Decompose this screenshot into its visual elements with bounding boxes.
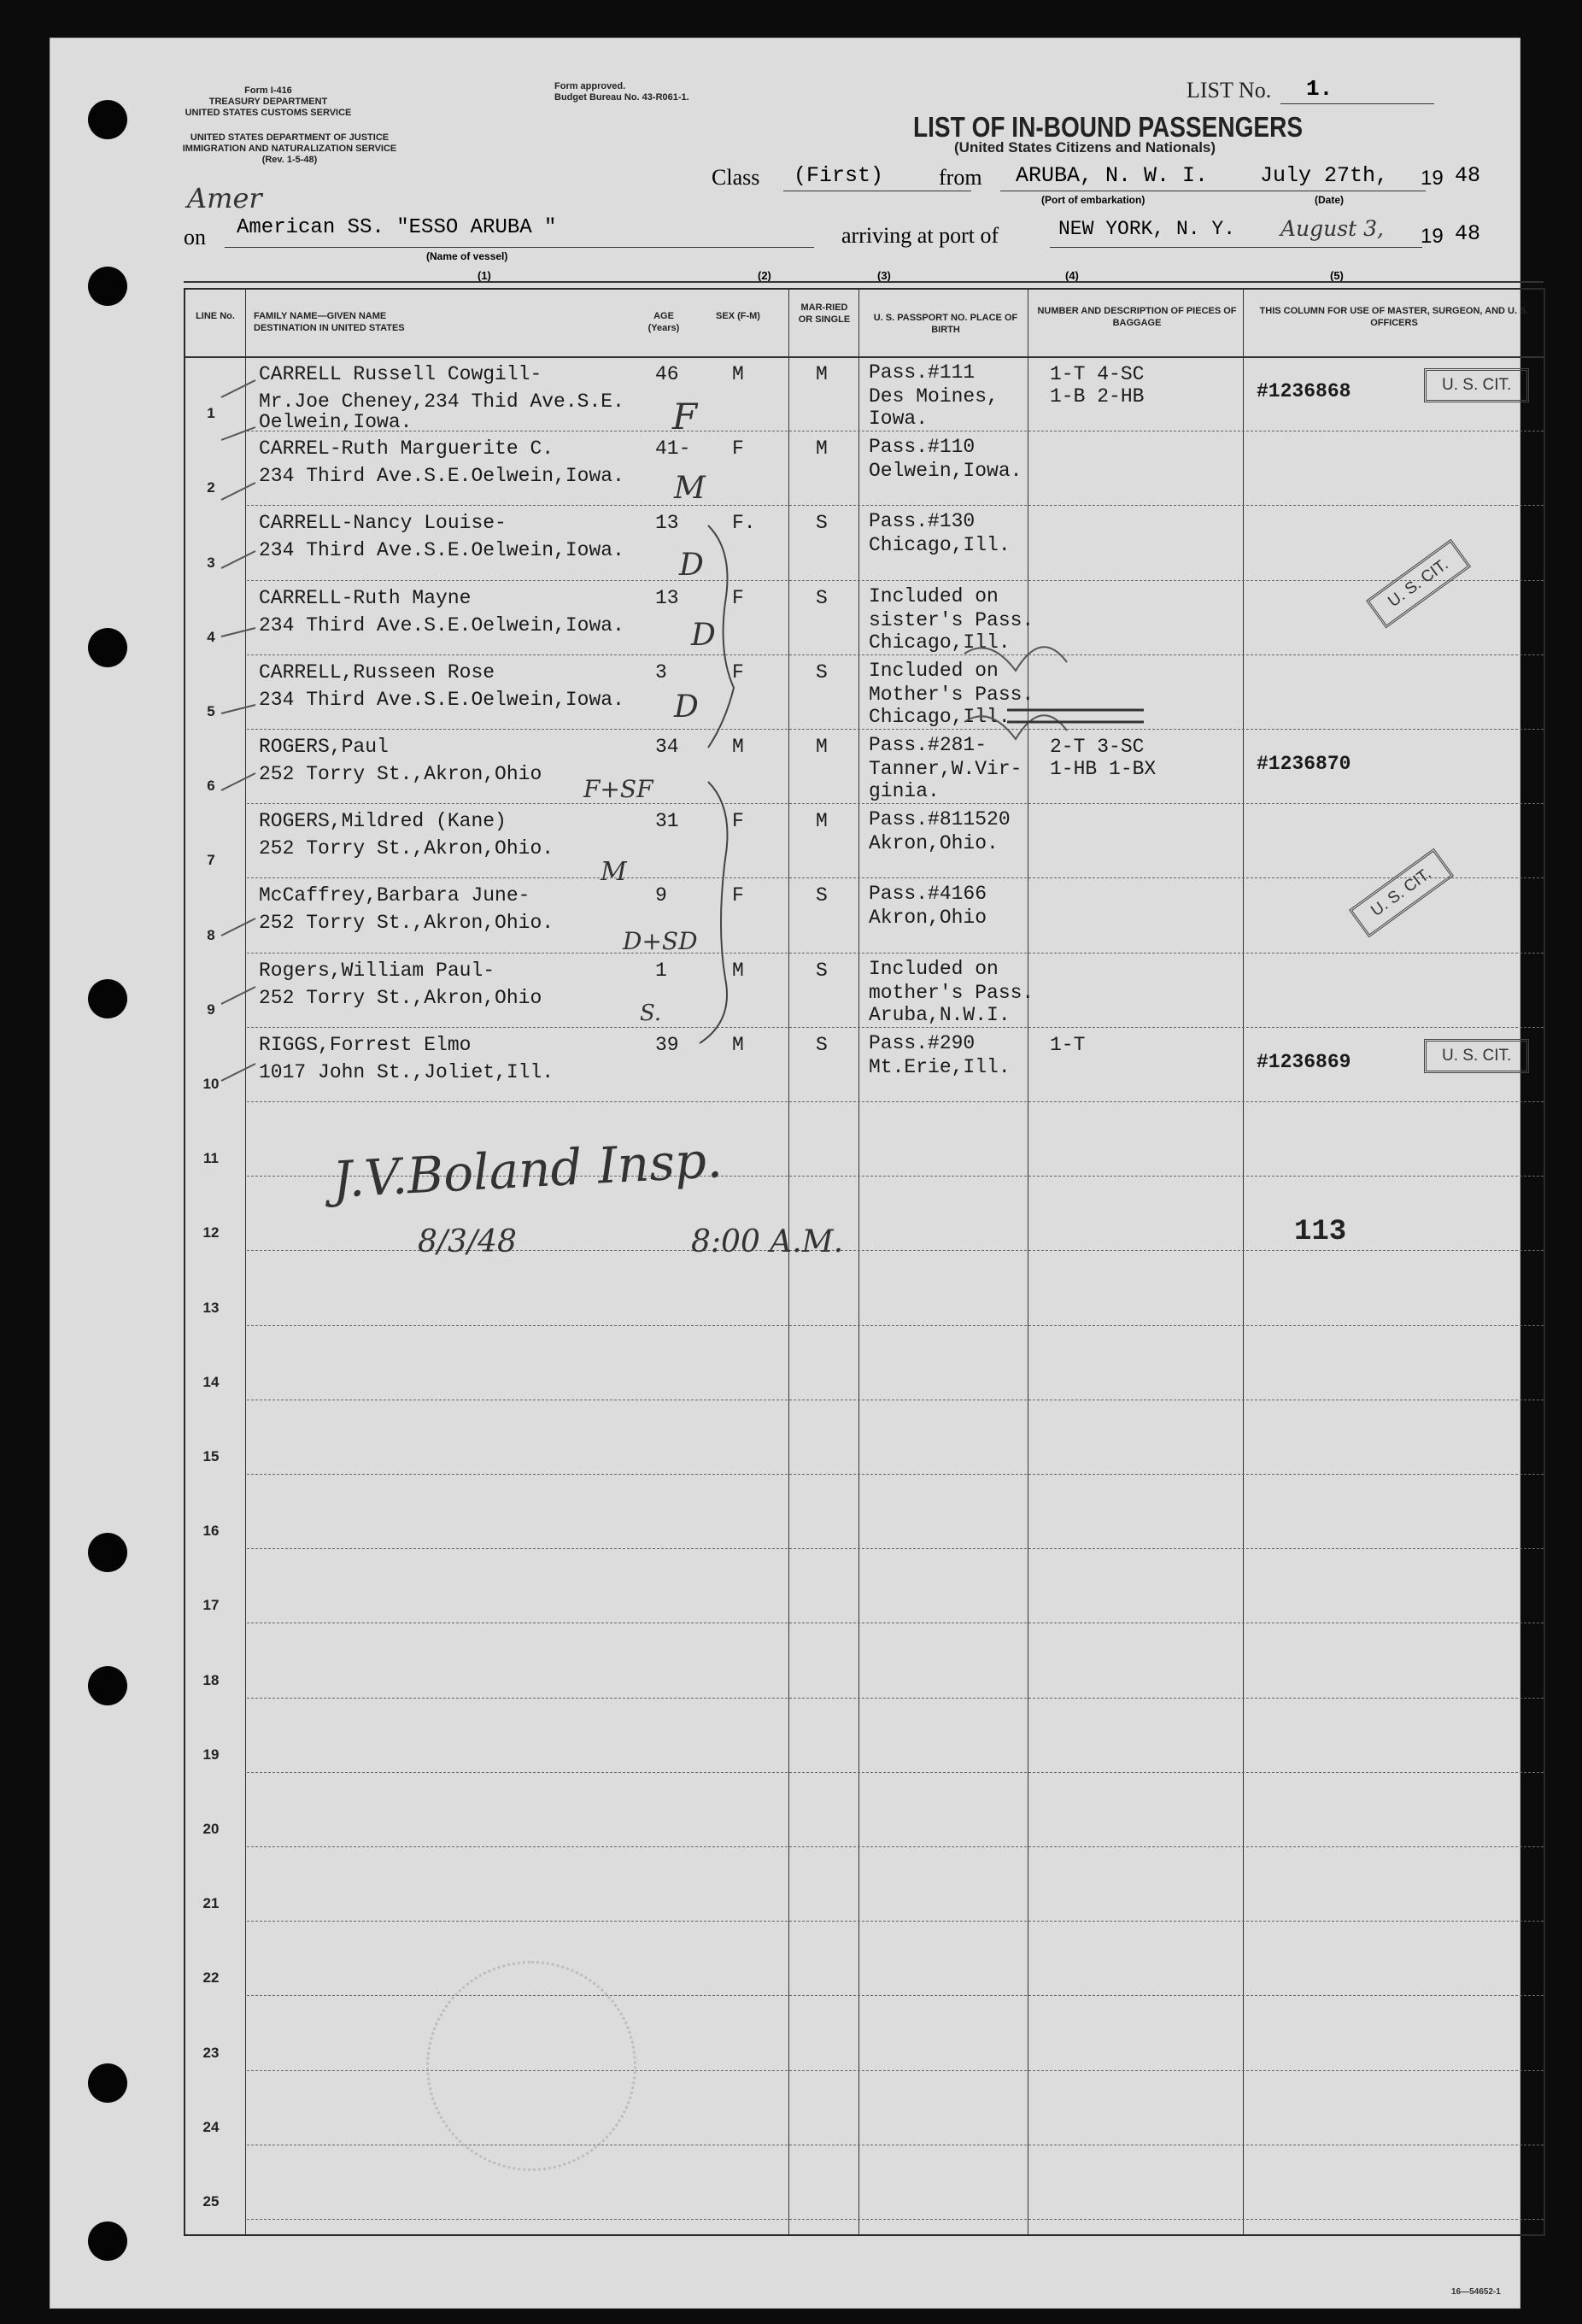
place-of-birth: Tanner,W.Vir- bbox=[869, 758, 1022, 780]
passenger-name: ROGERS,Mildred (Kane) bbox=[259, 810, 507, 833]
passport-number: Included on bbox=[869, 659, 999, 682]
passenger-sex: F. bbox=[732, 512, 756, 535]
passenger-destination: 234 Third Ave.S.E.Oelwein,Iowa. bbox=[259, 613, 624, 637]
passenger-sex: F bbox=[732, 884, 744, 907]
customs-label: UNITED STATES CUSTOMS SERVICE bbox=[185, 108, 352, 118]
passenger-name: McCaffrey,Barbara June- bbox=[259, 884, 530, 907]
signature-date: 8/3/48 bbox=[418, 1224, 517, 1259]
year-1: 48 bbox=[1455, 163, 1481, 188]
year-2: 48 bbox=[1455, 221, 1481, 246]
line-number: 20 bbox=[202, 1821, 220, 1837]
place-of-birth-cont: Chicago,Ill. bbox=[869, 705, 1011, 728]
col-head-name: FAMILY NAME—GIVEN NAME bbox=[254, 311, 387, 321]
binder-hole bbox=[88, 267, 127, 306]
line-number: 23 bbox=[202, 2044, 220, 2061]
passenger-marital-status: M bbox=[816, 736, 828, 758]
passenger-destination: Mr.Joe Cheney,234 Thid Ave.S.E. bbox=[259, 390, 624, 413]
ins-label: IMMIGRATION AND NATURALIZATION SERVICE bbox=[182, 144, 397, 154]
passenger-marital-status: S bbox=[816, 512, 828, 535]
passenger-destination: 234 Third Ave.S.E.Oelwein,Iowa. bbox=[259, 539, 624, 562]
signature-time: 8:00 A.M. bbox=[691, 1224, 844, 1259]
passenger-name: CARRELL-Ruth Mayne bbox=[259, 586, 472, 609]
line-number: 4 bbox=[207, 628, 215, 645]
passport-number: Pass.#281- bbox=[869, 734, 987, 756]
page-subtitle: (United States Citizens and Nationals) bbox=[954, 139, 1216, 156]
treasury-label: TREASURY DEPARTMENT bbox=[208, 97, 328, 107]
passenger-marital-status: S bbox=[816, 586, 828, 609]
line-number: 19 bbox=[202, 1746, 220, 1763]
passenger-age: 41- bbox=[655, 437, 691, 461]
passenger-sex: M bbox=[732, 736, 744, 758]
line-number: 5 bbox=[207, 703, 215, 719]
passenger-destination: 1017 John St.,Joliet,Ill. bbox=[259, 1060, 554, 1083]
passenger-destination: 234 Third Ave.S.E.Oelwein,Iowa. bbox=[259, 688, 624, 711]
line-number: 13 bbox=[202, 1299, 220, 1316]
passenger-destination: 234 Third Ave.S.E.Oelwein,Iowa. bbox=[259, 465, 624, 488]
passport-number: Pass.#110 bbox=[869, 436, 976, 459]
passenger-destination: 252 Torry St.,Akron,Ohio. bbox=[259, 912, 554, 935]
page-title: LIST OF IN-BOUND PASSENGERS bbox=[913, 111, 1304, 143]
passenger-name: ROGERS,Paul bbox=[259, 736, 389, 758]
class-value: (First) bbox=[794, 163, 884, 188]
col-head-marital: MAR-RIED OR SINGLE bbox=[798, 302, 851, 325]
arrival-date-handwritten: August 3, bbox=[1280, 216, 1384, 241]
handwriting-strokes bbox=[50, 38, 1520, 2308]
passenger-name: CARRELL-Nancy Louise- bbox=[259, 512, 507, 535]
place-of-birth: sister's Pass. bbox=[869, 608, 1034, 631]
passport-number: Pass.#290 bbox=[869, 1031, 976, 1054]
place-of-birth: Mother's Pass. bbox=[869, 683, 1034, 706]
print-code: 16—54652-1 bbox=[1451, 2287, 1501, 2297]
passenger-name: CARRELL Russell Cowgill- bbox=[259, 363, 542, 385]
form-number: Form I-416 bbox=[244, 85, 292, 96]
hand-rel-1: F bbox=[672, 396, 698, 437]
vessel-value: American SS. "ESSO ARUBA " bbox=[237, 216, 557, 239]
line-number: 7 bbox=[207, 852, 215, 869]
faded-seal bbox=[426, 1961, 636, 2171]
binder-hole bbox=[88, 100, 127, 139]
line-number: 12 bbox=[202, 1224, 220, 1241]
passport-number: Pass.#811520 bbox=[869, 808, 1011, 831]
list-no-label: LIST No. bbox=[1186, 78, 1272, 103]
passenger-destination-cont: Oelwein,Iowa. bbox=[259, 411, 413, 433]
line-number: 25 bbox=[202, 2193, 220, 2210]
passenger-age: 34 bbox=[655, 736, 679, 758]
passenger-age: 3 bbox=[655, 660, 667, 684]
line-number: 24 bbox=[202, 2118, 220, 2135]
passenger-sex: F bbox=[732, 437, 744, 461]
baggage-line-2: 1-HB 1-BX bbox=[1050, 758, 1157, 780]
col-head-baggage: NUMBER AND DESCRIPTION OF PIECES OF BAGGAGE bbox=[1037, 306, 1237, 328]
justice-label: UNITED STATES DEPARTMENT OF JUSTICE bbox=[190, 132, 390, 143]
passenger-sex: F bbox=[732, 810, 744, 833]
passenger-name: RIGGS,Forrest Elmo bbox=[259, 1033, 472, 1056]
col-head-age: AGE (Years) bbox=[647, 311, 680, 333]
line-number: 1 bbox=[207, 405, 215, 422]
binder-hole bbox=[88, 1533, 127, 1572]
line-number: 18 bbox=[202, 1671, 220, 1688]
hand-rel-3: D bbox=[679, 548, 704, 583]
binder-hole bbox=[88, 979, 127, 1018]
col-head-line-no: LINE No. bbox=[196, 311, 235, 321]
place-of-birth: Chicago,Ill. bbox=[869, 534, 1011, 557]
line-number: 14 bbox=[202, 1373, 220, 1390]
binder-hole bbox=[88, 628, 127, 667]
passenger-name: CARRELL,Russeen Rose bbox=[259, 660, 495, 684]
passenger-destination: 252 Torry St.,Akron,Ohio. bbox=[259, 837, 554, 860]
passenger-age: 9 bbox=[655, 884, 667, 907]
col-number-3: (3) bbox=[877, 269, 891, 282]
line-number: 11 bbox=[203, 1150, 219, 1167]
passenger-sex: M bbox=[732, 1033, 744, 1056]
form-approved-text: Form approved. bbox=[554, 81, 626, 91]
arrival-port-value: NEW YORK, N. Y. bbox=[1058, 218, 1236, 240]
class-label: Class bbox=[712, 165, 760, 190]
col-number-4: (4) bbox=[1065, 269, 1079, 282]
place-of-birth: Oelwein,Iowa. bbox=[869, 460, 1022, 483]
binder-hole bbox=[88, 2221, 127, 2261]
line-number: 16 bbox=[202, 1523, 220, 1540]
passport-number: Pass.#4166 bbox=[869, 883, 987, 906]
passenger-sex: M bbox=[732, 363, 744, 385]
place-of-birth-cont: Chicago,Ill. bbox=[869, 631, 1011, 654]
handwritten-amer: Amer bbox=[187, 182, 262, 214]
col-head-officers: THIS COLUMN FOR USE OF MASTER, SURGEON, AND U. S. OFFICERS bbox=[1259, 306, 1529, 328]
col-head-passport: U. S. PASSPORT NO. PLACE OF BIRTH bbox=[873, 313, 1018, 335]
place-of-birth-cont: ginia. bbox=[869, 780, 940, 802]
passenger-sex: F bbox=[732, 586, 744, 609]
line-number: 10 bbox=[202, 1076, 220, 1092]
passport-number: Included on bbox=[869, 584, 999, 607]
baggage-line-1: 1-T 4-SC bbox=[1050, 363, 1145, 385]
hand-rel-5: D bbox=[674, 690, 699, 725]
from-label: from bbox=[939, 165, 982, 190]
officer-ticket-number: #1236868 bbox=[1257, 380, 1351, 402]
place-of-birth-cont: Aruba,N.W.I. bbox=[869, 1003, 1011, 1026]
place-of-birth: Akron,Ohio bbox=[869, 907, 987, 930]
line-number: 8 bbox=[207, 926, 215, 943]
passenger-age: 13 bbox=[655, 586, 679, 609]
us-cit-stamp: U. S. CIT. bbox=[1424, 368, 1529, 402]
binder-hole bbox=[88, 2063, 127, 2103]
officer-ticket-number: #1236869 bbox=[1257, 1050, 1351, 1073]
place-of-birth: mother's Pass. bbox=[869, 981, 1034, 1004]
passenger-marital-status: M bbox=[816, 437, 828, 461]
date-value: July 27th, bbox=[1260, 163, 1389, 188]
side-stamp-us-cit-2: U. S. CIT. bbox=[1349, 848, 1454, 938]
list-no-value: 1. bbox=[1306, 76, 1333, 102]
passenger-name: Rogers,William Paul- bbox=[259, 959, 495, 982]
us-cit-stamp: U. S. CIT. bbox=[1424, 1039, 1529, 1073]
passenger-sex: F bbox=[732, 660, 744, 684]
passenger-age: 1 bbox=[655, 959, 667, 982]
passenger-destination: 252 Torry St.,Akron,Ohio bbox=[259, 763, 542, 785]
line-number: 3 bbox=[207, 554, 215, 571]
passenger-marital-status: M bbox=[816, 810, 828, 833]
passenger-marital-status: M bbox=[816, 363, 828, 385]
passenger-marital-status: S bbox=[816, 884, 828, 907]
baggage-line-1: 1-T bbox=[1050, 1033, 1086, 1056]
on-label: on bbox=[184, 225, 206, 249]
passenger-sex: M bbox=[732, 959, 744, 982]
passenger-age: 39 bbox=[655, 1033, 679, 1056]
line-number: 9 bbox=[207, 1001, 215, 1018]
hand-rel-4: D bbox=[691, 618, 716, 653]
hand-rel-2: M bbox=[674, 471, 706, 506]
line-number: 15 bbox=[202, 1448, 220, 1464]
passport-number: Pass.#130 bbox=[869, 510, 976, 533]
vessel-caption: (Name of vessel) bbox=[426, 250, 508, 262]
inspector-signature: J.V.Boland Insp. bbox=[331, 1130, 724, 1209]
place-of-birth: Des Moines, bbox=[869, 385, 999, 408]
passenger-age: 46 bbox=[655, 363, 679, 385]
line-number: 17 bbox=[202, 1597, 220, 1614]
year-prefix-1: 19 bbox=[1421, 167, 1444, 190]
passenger-marital-status: S bbox=[816, 660, 828, 684]
passenger-age: 13 bbox=[655, 512, 679, 535]
passenger-name: CARREL-Ruth Marguerite C. bbox=[259, 437, 554, 461]
passport-number: Included on bbox=[869, 957, 999, 980]
from-value: ARUBA, N. W. I. bbox=[1016, 163, 1209, 188]
place-of-birth-cont: Iowa. bbox=[869, 408, 929, 430]
hand-rel-7: M bbox=[601, 857, 627, 887]
place-of-birth: Mt.Erie,Ill. bbox=[869, 1055, 1011, 1078]
officer-ticket-number: #1236870 bbox=[1257, 753, 1351, 775]
passport-number: Pass.#111 bbox=[869, 361, 976, 384]
baggage-line-1: 2-T 3-SC bbox=[1050, 736, 1145, 758]
place-of-birth: Akron,Ohio. bbox=[869, 832, 999, 855]
col-number-2: (2) bbox=[758, 269, 771, 282]
line-number: 22 bbox=[202, 1969, 220, 1987]
col-head-sex: SEX (F-M) bbox=[716, 311, 760, 321]
page-count: 113 bbox=[1294, 1216, 1347, 1248]
date-caption: (Date) bbox=[1315, 194, 1345, 206]
hand-rel-9: S. bbox=[640, 1001, 662, 1026]
manifest-page bbox=[50, 38, 1529, 2309]
col-head-destination: DESTINATION IN UNITED STATES bbox=[254, 323, 405, 333]
line-number: 6 bbox=[207, 778, 215, 795]
port-embark-caption: (Port of embarkation) bbox=[1041, 194, 1145, 206]
passenger-marital-status: S bbox=[816, 1033, 828, 1056]
hand-rel-8: D+SD bbox=[623, 927, 698, 955]
passenger-destination: 252 Torry St.,Akron,Ohio bbox=[259, 986, 542, 1009]
baggage-line-2: 1-B 2-HB bbox=[1050, 385, 1145, 408]
hand-rel-6: F+SF bbox=[583, 775, 653, 803]
line-number: 21 bbox=[202, 1895, 220, 1912]
budget-bureau-text: Budget Bureau No. 43-R061-1. bbox=[554, 92, 689, 103]
col-number-5: (5) bbox=[1330, 269, 1344, 282]
binder-hole bbox=[88, 1666, 127, 1705]
year-prefix-2: 19 bbox=[1421, 225, 1444, 248]
passenger-age: 31 bbox=[655, 810, 679, 833]
side-stamp-us-cit-1: U. S. CIT. bbox=[1366, 539, 1471, 629]
line-number: 2 bbox=[207, 479, 215, 496]
arriving-label: arriving at port of bbox=[841, 223, 999, 248]
passenger-marital-status: S bbox=[816, 959, 828, 982]
col-number-1: (1) bbox=[478, 269, 491, 282]
revision-label: (Rev. 1-5-48) bbox=[261, 155, 318, 165]
